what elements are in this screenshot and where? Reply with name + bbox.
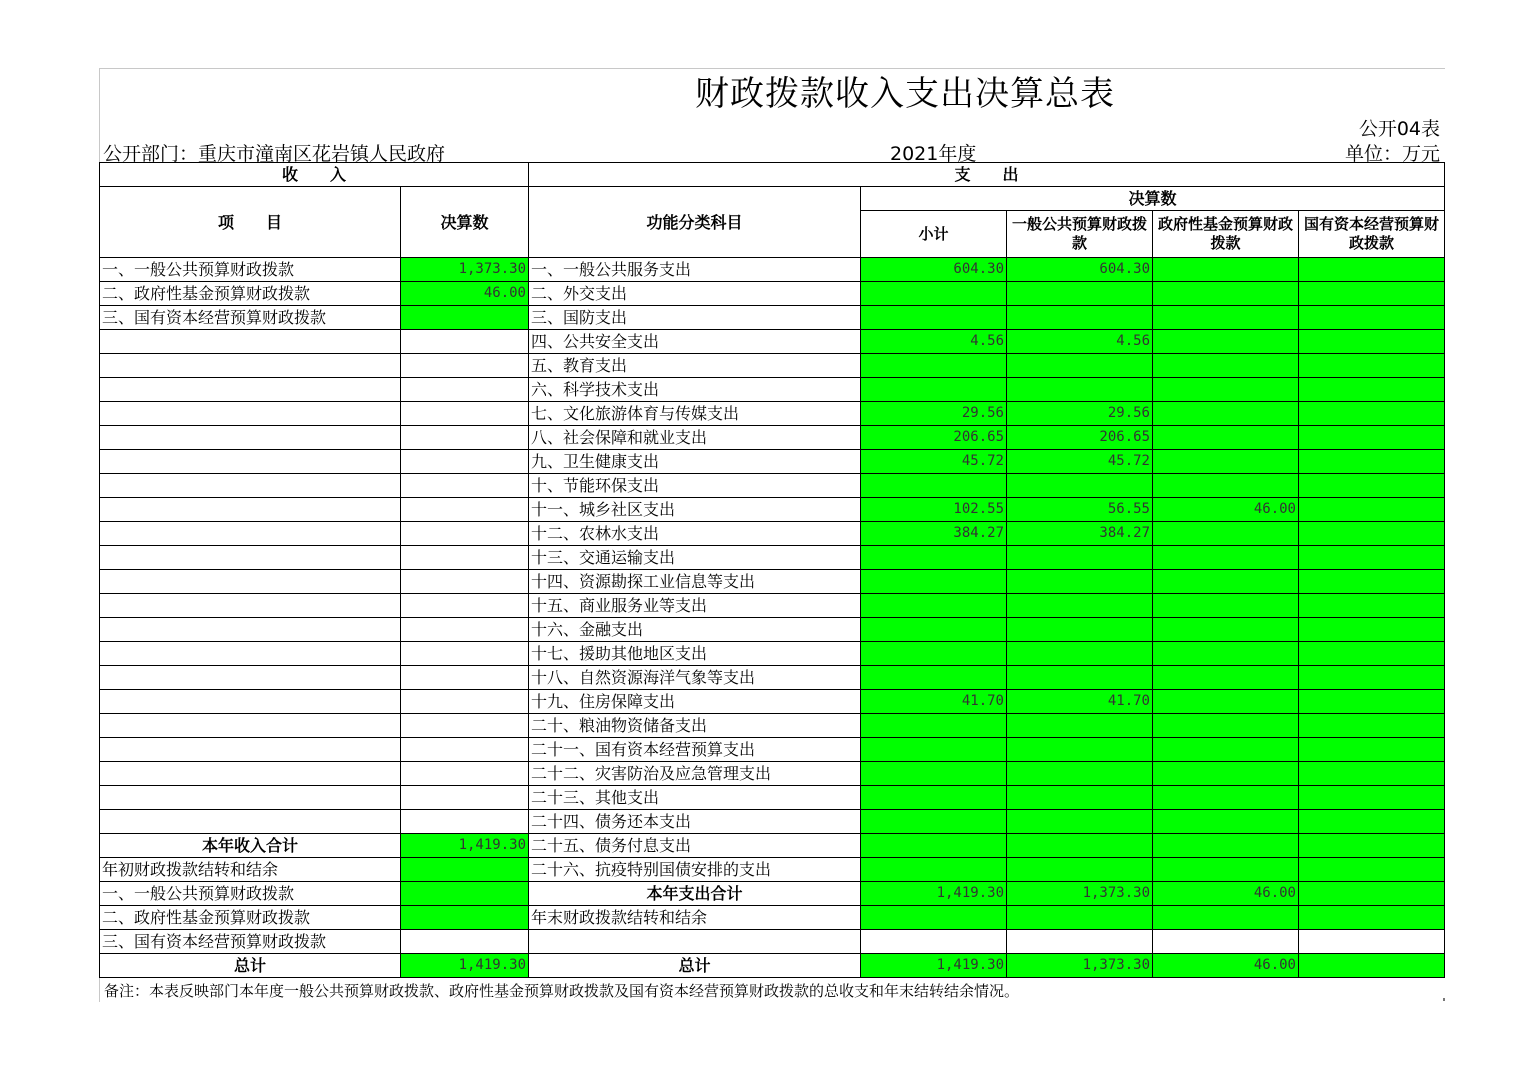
table-row (100, 930, 1445, 954)
expense-item-label: 二十一、国有资本经营预算支出 (529, 738, 861, 762)
expense-item-label (529, 930, 861, 954)
table-row (100, 450, 1445, 474)
expense-state-capital (1299, 546, 1445, 570)
expense-subtotal (861, 714, 1007, 738)
income-amount (401, 498, 529, 522)
expense-state-capital (1299, 474, 1445, 498)
income-amount (401, 858, 529, 882)
income-item-label (100, 570, 401, 594)
expense-fund (1153, 738, 1299, 762)
expense-subtotal (861, 282, 1007, 306)
expense-subtotal (861, 378, 1007, 402)
expense-subtotal: 102.55 (861, 498, 1007, 522)
expense-fund (1153, 426, 1299, 450)
expense-general: 1,373.30 (1007, 954, 1153, 978)
expense-state-capital (1299, 498, 1445, 522)
expense-general (1007, 546, 1153, 570)
income-amount (401, 930, 529, 954)
expense-subtotal: 41.70 (861, 690, 1007, 714)
income-item-label: 年初财政拨款结转和结余 (100, 858, 401, 882)
income-item-label: 本年收入合计 (100, 834, 401, 858)
expense-subtotal (861, 618, 1007, 642)
function-category-header: 功能分类科目 (529, 187, 861, 258)
expense-state-capital (1299, 450, 1445, 474)
expense-state-capital (1299, 810, 1445, 834)
expense-general: 206.65 (1007, 426, 1153, 450)
corner-mark (1443, 998, 1445, 1001)
expense-subtotal (861, 666, 1007, 690)
table-row (100, 282, 1445, 306)
general-budget-header: 一般公共预算财政拨款 (1007, 211, 1153, 258)
expense-item-label: 十六、金融支出 (529, 618, 861, 642)
income-item-label (100, 330, 401, 354)
expense-subtotal (861, 858, 1007, 882)
income-item-label (100, 378, 401, 402)
income-amount (401, 594, 529, 618)
expense-item-label: 十九、住房保障支出 (529, 690, 861, 714)
income-amount (401, 570, 529, 594)
income-item-label (100, 426, 401, 450)
expense-state-capital (1299, 882, 1445, 906)
expense-subtotal: 604.30 (861, 258, 1007, 282)
income-amount (401, 810, 529, 834)
expense-fund (1153, 714, 1299, 738)
expense-item-label: 十八、自然资源海洋气象等支出 (529, 666, 861, 690)
table-row (100, 498, 1445, 522)
expense-item-label: 二十四、债务还本支出 (529, 810, 861, 834)
expense-state-capital (1299, 714, 1445, 738)
income-amount (401, 762, 529, 786)
expense-item-label: 十四、资源勘探工业信息等支出 (529, 570, 861, 594)
footnote: 备注：本表反映部门本年度一般公共预算财政拨款、政府性基金预算财政拨款及国有资本经营预算财政拨款的总收支和年末结转结余情况。 (104, 982, 1020, 1000)
unit-label: 单位：万元 (1344, 143, 1440, 165)
amount-header: 决算数 (401, 187, 529, 258)
table-row (100, 954, 1445, 978)
expense-subtotal: 1,419.30 (861, 954, 1007, 978)
expense-state-capital (1299, 522, 1445, 546)
income-amount (401, 690, 529, 714)
expense-subtotal (861, 786, 1007, 810)
expense-general (1007, 306, 1153, 330)
income-item-label (100, 594, 401, 618)
form-number: 公开04表 (1358, 118, 1440, 140)
income-amount (401, 882, 529, 906)
expense-item-label: 二十二、灾害防治及应急管理支出 (529, 762, 861, 786)
income-item-label: 二、政府性基金预算财政拨款 (100, 906, 401, 930)
income-amount (401, 786, 529, 810)
department-label: 公开部门：重庆市潼南区花岩镇人民政府 (103, 143, 446, 165)
expense-general: 604.30 (1007, 258, 1153, 282)
expense-general (1007, 810, 1153, 834)
income-item-label (100, 666, 401, 690)
income-amount: 1,419.30 (401, 834, 529, 858)
table-row (100, 690, 1445, 714)
report-title: 财政拨款收入支出决算总表 (695, 74, 1115, 114)
expense-state-capital (1299, 378, 1445, 402)
expense-state-capital (1299, 258, 1445, 282)
item-header: 项 目 (100, 187, 401, 258)
income-item-label: 三、国有资本经营预算财政拨款 (100, 930, 401, 954)
income-amount (401, 474, 529, 498)
expense-general (1007, 834, 1153, 858)
expense-fund: 46.00 (1153, 882, 1299, 906)
expense-state-capital (1299, 834, 1445, 858)
expense-item-label: 二十五、债务付息支出 (529, 834, 861, 858)
income-amount (401, 714, 529, 738)
expense-subtotal (861, 738, 1007, 762)
expense-general (1007, 594, 1153, 618)
expense-item-label: 八、社会保障和就业支出 (529, 426, 861, 450)
table-row (100, 810, 1445, 834)
expense-state-capital (1299, 954, 1445, 978)
income-amount (401, 522, 529, 546)
expense-fund (1153, 570, 1299, 594)
income-item-label (100, 810, 401, 834)
expense-item-label: 十三、交通运输支出 (529, 546, 861, 570)
expense-item-label: 三、国防支出 (529, 306, 861, 330)
income-amount: 46.00 (401, 282, 529, 306)
expense-fund (1153, 642, 1299, 666)
expense-state-capital (1299, 666, 1445, 690)
income-header: 收 入 (100, 163, 529, 187)
expense-subtotal: 1,419.30 (861, 882, 1007, 906)
expense-item-label: 十一、城乡社区支出 (529, 498, 861, 522)
income-item-label (100, 762, 401, 786)
expense-item-label: 四、公共安全支出 (529, 330, 861, 354)
expense-fund (1153, 306, 1299, 330)
expense-state-capital (1299, 642, 1445, 666)
expense-item-label: 二十六、抗疫特别国债安排的支出 (529, 858, 861, 882)
expense-general (1007, 354, 1153, 378)
expense-state-capital (1299, 426, 1445, 450)
table-row (100, 378, 1445, 402)
table-row (100, 330, 1445, 354)
income-item-label (100, 402, 401, 426)
expense-subtotal (861, 762, 1007, 786)
income-amount: 1,373.30 (401, 258, 529, 282)
expense-general (1007, 666, 1153, 690)
expense-fund (1153, 930, 1299, 954)
expense-general (1007, 618, 1153, 642)
expense-item-label: 本年支出合计 (529, 882, 861, 906)
expense-subtotal (861, 906, 1007, 930)
fund-budget-header: 政府性基金预算财政拨款 (1153, 211, 1299, 258)
expense-item-label: 二十、粮油物资储备支出 (529, 714, 861, 738)
expense-fund: 46.00 (1153, 498, 1299, 522)
expense-general (1007, 762, 1153, 786)
table-row (100, 882, 1445, 906)
expense-general: 1,373.30 (1007, 882, 1153, 906)
expense-item-label: 十七、援助其他地区支出 (529, 642, 861, 666)
expense-state-capital (1299, 402, 1445, 426)
expense-header: 支 出 (529, 163, 1445, 187)
income-amount (401, 330, 529, 354)
expense-item-label: 年末财政拨款结转和结余 (529, 906, 861, 930)
table-row (100, 474, 1445, 498)
expense-general (1007, 474, 1153, 498)
expense-item-label: 一、一般公共服务支出 (529, 258, 861, 282)
expense-subtotal (861, 474, 1007, 498)
expense-fund (1153, 858, 1299, 882)
income-item-label (100, 354, 401, 378)
expense-fund (1153, 810, 1299, 834)
expense-general (1007, 570, 1153, 594)
expense-subtotal (861, 594, 1007, 618)
expense-item-label: 五、教育支出 (529, 354, 861, 378)
expense-fund (1153, 474, 1299, 498)
expense-fund (1153, 762, 1299, 786)
expense-fund (1153, 786, 1299, 810)
table-row (100, 762, 1445, 786)
expense-item-label: 七、文化旅游体育与传媒支出 (529, 402, 861, 426)
income-item-label (100, 618, 401, 642)
income-amount (401, 402, 529, 426)
expense-state-capital (1299, 570, 1445, 594)
income-item-label (100, 474, 401, 498)
expense-fund (1153, 546, 1299, 570)
expense-item-label: 二、外交支出 (529, 282, 861, 306)
expense-general (1007, 738, 1153, 762)
income-item-label: 一、一般公共预算财政拨款 (100, 258, 401, 282)
expense-state-capital (1299, 906, 1445, 930)
expense-fund (1153, 834, 1299, 858)
state-capital-header: 国有资本经营预算财政拨款 (1299, 211, 1445, 258)
expense-subtotal (861, 306, 1007, 330)
expense-general (1007, 282, 1153, 306)
expense-state-capital (1299, 618, 1445, 642)
expense-fund (1153, 330, 1299, 354)
expense-subtotal (861, 810, 1007, 834)
expense-item-label: 十二、农林水支出 (529, 522, 861, 546)
income-item-label (100, 522, 401, 546)
income-item-label: 三、国有资本经营预算财政拨款 (100, 306, 401, 330)
income-amount (401, 618, 529, 642)
table-row (100, 306, 1445, 330)
expense-general: 384.27 (1007, 522, 1153, 546)
expense-general (1007, 930, 1153, 954)
table-row (100, 402, 1445, 426)
final-amount-group-header: 决算数 (861, 187, 1445, 211)
income-item-label (100, 498, 401, 522)
expense-item-label: 十五、商业服务业等支出 (529, 594, 861, 618)
table-row (100, 858, 1445, 882)
expense-state-capital (1299, 762, 1445, 786)
expense-subtotal: 384.27 (861, 522, 1007, 546)
expense-fund (1153, 906, 1299, 930)
expense-state-capital (1299, 330, 1445, 354)
expense-state-capital (1299, 858, 1445, 882)
income-item-label (100, 714, 401, 738)
expense-general: 29.56 (1007, 402, 1153, 426)
expense-general (1007, 378, 1153, 402)
table-row (100, 594, 1445, 618)
expense-fund (1153, 522, 1299, 546)
subtotal-header: 小计 (861, 211, 1007, 258)
expense-subtotal (861, 570, 1007, 594)
expense-subtotal (861, 546, 1007, 570)
table-row (100, 258, 1445, 282)
income-item-label (100, 690, 401, 714)
expense-general (1007, 642, 1153, 666)
expense-fund (1153, 594, 1299, 618)
table-row (100, 522, 1445, 546)
expense-state-capital (1299, 930, 1445, 954)
expense-fund (1153, 666, 1299, 690)
sheet-top-border (99, 68, 1445, 69)
expense-general (1007, 906, 1153, 930)
table-row (100, 714, 1445, 738)
expense-state-capital (1299, 306, 1445, 330)
expense-item-label: 六、科学技术支出 (529, 378, 861, 402)
expense-general (1007, 714, 1153, 738)
table-row (100, 618, 1445, 642)
expense-fund: 46.00 (1153, 954, 1299, 978)
expense-fund (1153, 690, 1299, 714)
expense-fund (1153, 402, 1299, 426)
expense-item-label: 九、卫生健康支出 (529, 450, 861, 474)
expense-subtotal (861, 930, 1007, 954)
expense-subtotal (861, 834, 1007, 858)
fiscal-year: 2021年度 (890, 143, 977, 165)
expense-state-capital (1299, 786, 1445, 810)
table-row (100, 354, 1445, 378)
income-item-label (100, 738, 401, 762)
income-item-label: 总计 (100, 954, 401, 978)
expense-general: 56.55 (1007, 498, 1153, 522)
income-item-label: 一、一般公共预算财政拨款 (100, 882, 401, 906)
table-row (100, 834, 1445, 858)
expense-general: 4.56 (1007, 330, 1153, 354)
table-row (100, 642, 1445, 666)
income-amount (401, 546, 529, 570)
budget-table (99, 162, 1445, 978)
expense-general: 41.70 (1007, 690, 1153, 714)
expense-subtotal (861, 642, 1007, 666)
expense-fund (1153, 450, 1299, 474)
table-row (100, 546, 1445, 570)
expense-general: 45.72 (1007, 450, 1153, 474)
table-row (100, 666, 1445, 690)
expense-fund (1153, 378, 1299, 402)
expense-state-capital (1299, 282, 1445, 306)
income-item-label (100, 546, 401, 570)
expense-subtotal: 45.72 (861, 450, 1007, 474)
table-row (100, 786, 1445, 810)
expense-item-label: 二十三、其他支出 (529, 786, 861, 810)
expense-item-label: 十、节能环保支出 (529, 474, 861, 498)
income-item-label (100, 450, 401, 474)
table-row (100, 570, 1445, 594)
income-amount (401, 738, 529, 762)
expense-general (1007, 858, 1153, 882)
income-amount: 1,419.30 (401, 954, 529, 978)
table-row (100, 426, 1445, 450)
expense-fund (1153, 282, 1299, 306)
expense-subtotal: 206.65 (861, 426, 1007, 450)
income-item-label (100, 786, 401, 810)
expense-item-label: 总计 (529, 954, 861, 978)
expense-fund (1153, 618, 1299, 642)
expense-subtotal: 4.56 (861, 330, 1007, 354)
expense-state-capital (1299, 738, 1445, 762)
table-row (100, 738, 1445, 762)
income-amount (401, 378, 529, 402)
expense-state-capital (1299, 594, 1445, 618)
table-row (100, 906, 1445, 930)
income-amount (401, 666, 529, 690)
income-amount (401, 354, 529, 378)
income-item-label: 二、政府性基金预算财政拨款 (100, 282, 401, 306)
income-amount (401, 426, 529, 450)
expense-fund (1153, 258, 1299, 282)
expense-subtotal: 29.56 (861, 402, 1007, 426)
income-amount (401, 906, 529, 930)
expense-general (1007, 786, 1153, 810)
income-item-label (100, 642, 401, 666)
expense-state-capital (1299, 354, 1445, 378)
income-amount (401, 450, 529, 474)
expense-state-capital (1299, 690, 1445, 714)
expense-subtotal (861, 354, 1007, 378)
income-amount (401, 642, 529, 666)
income-amount (401, 306, 529, 330)
expense-fund (1153, 354, 1299, 378)
